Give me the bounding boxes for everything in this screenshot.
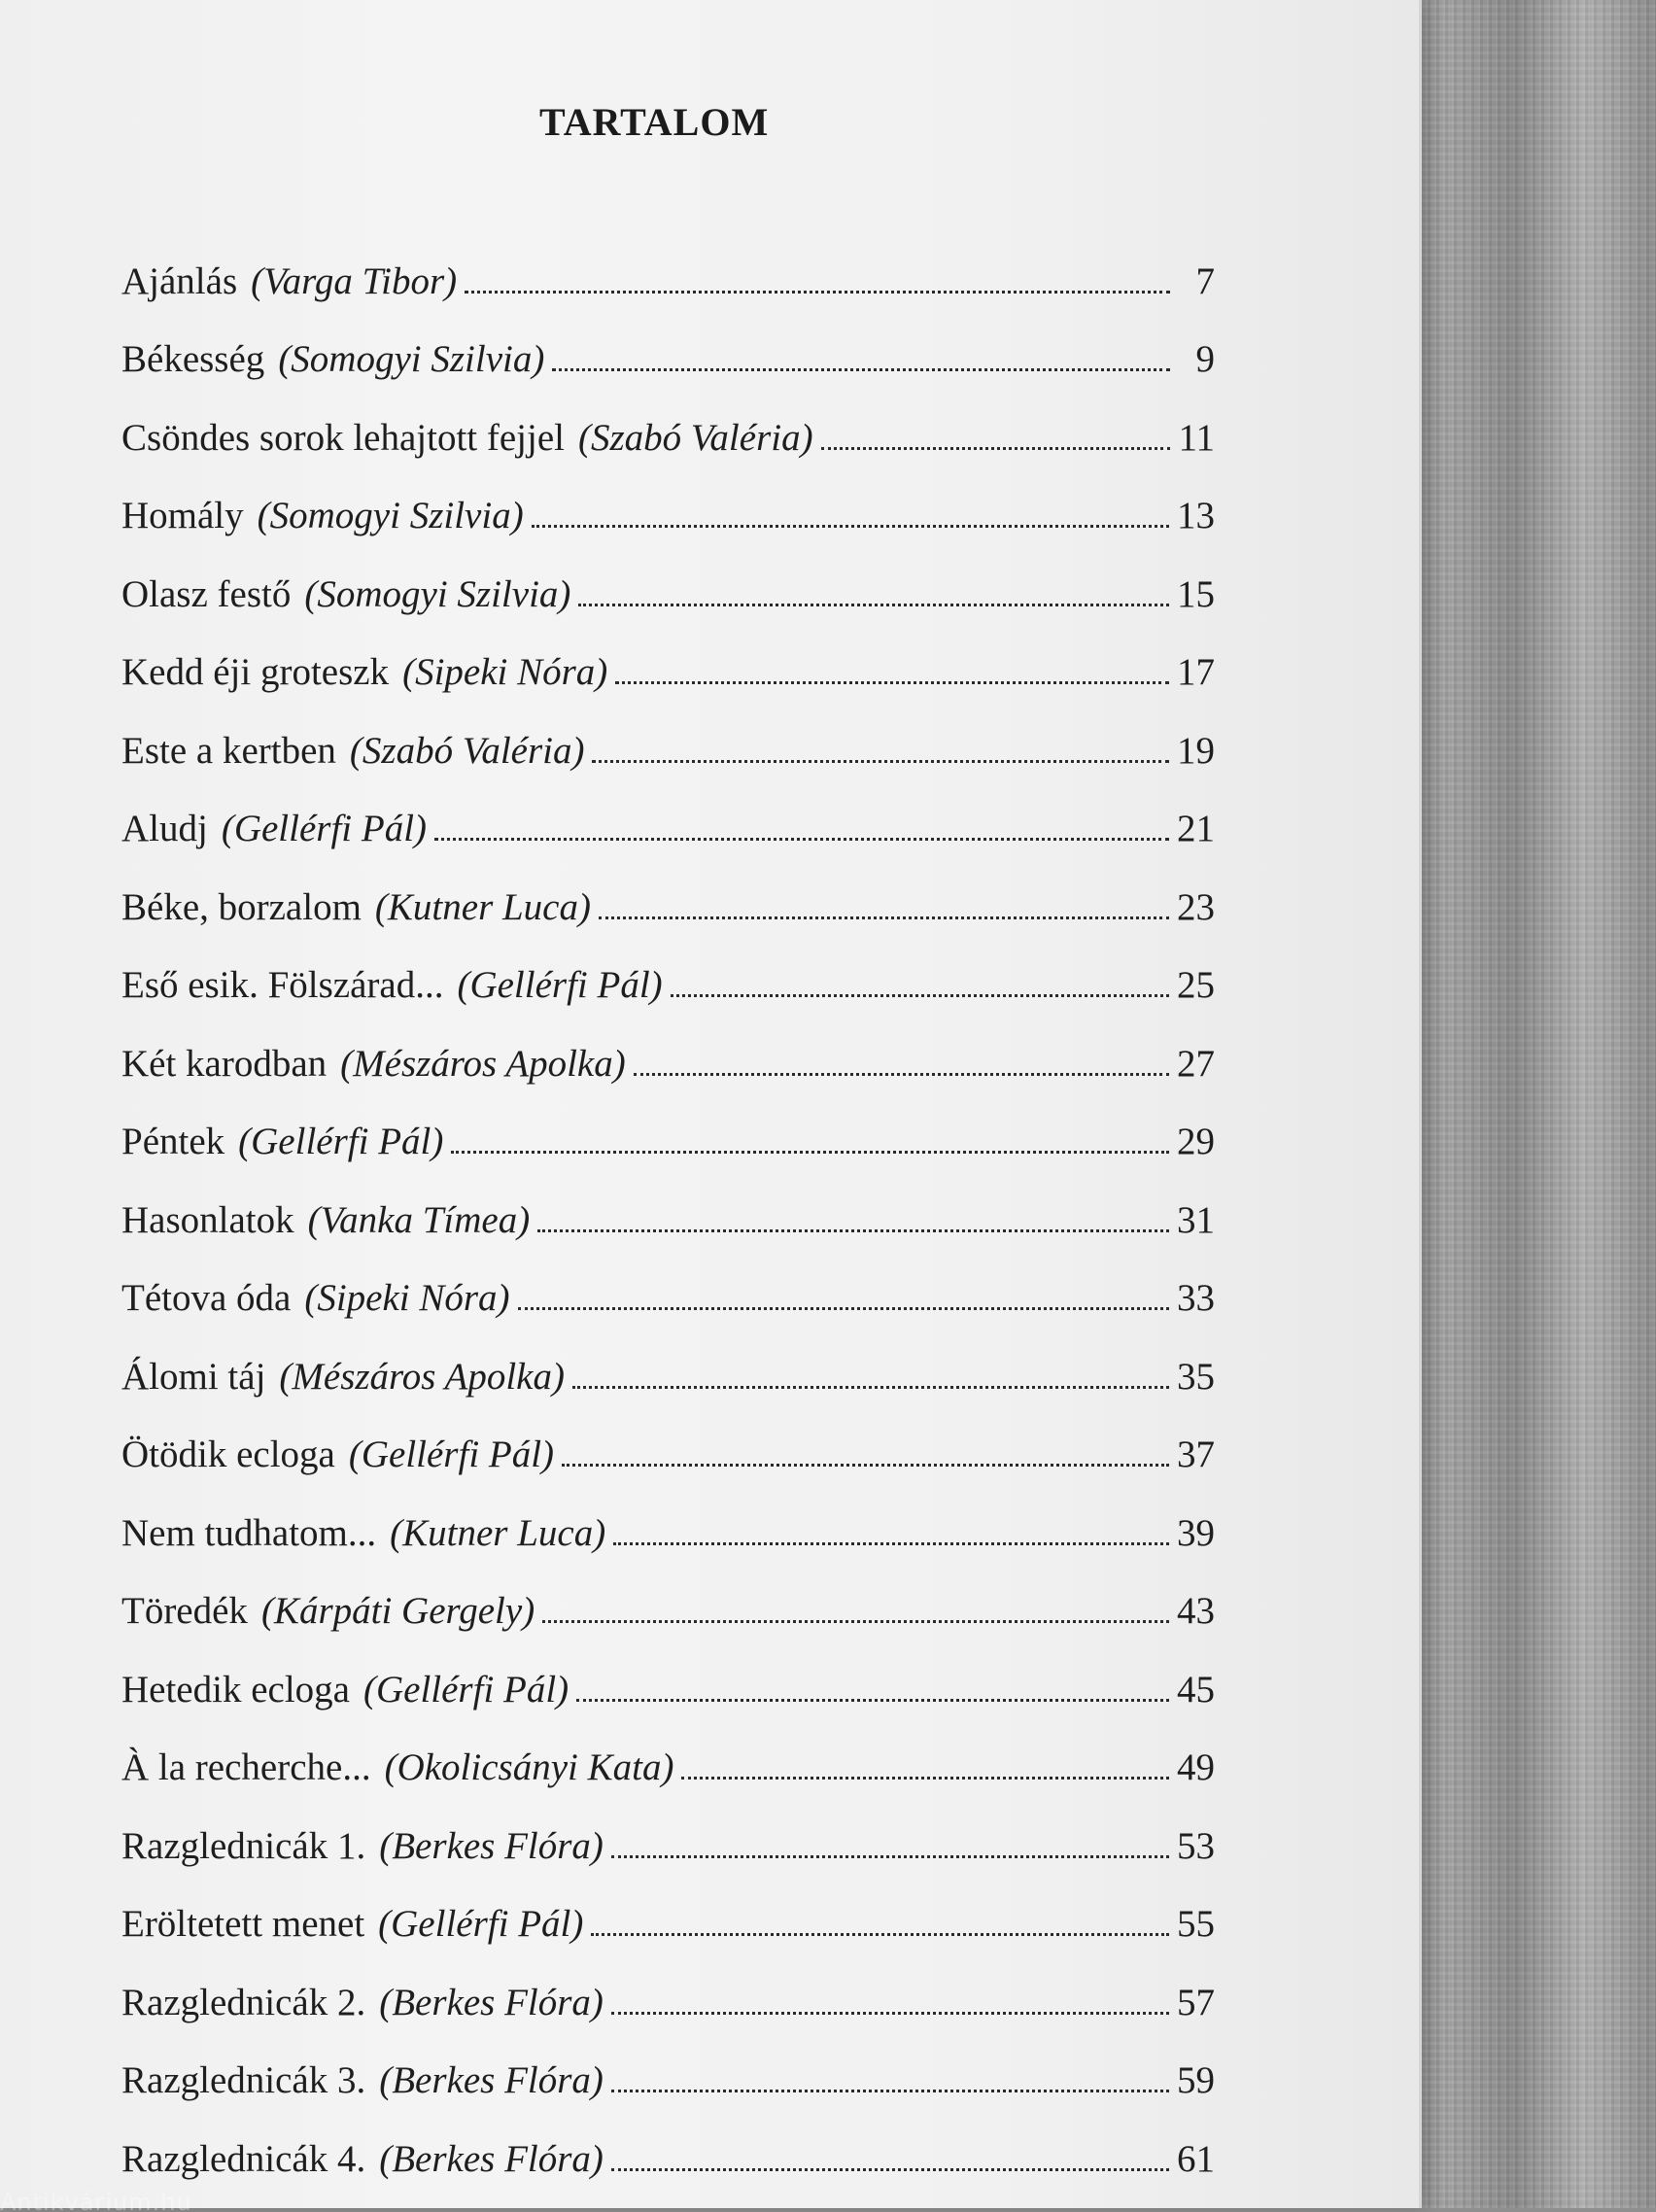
entry-page-number: 23 [1177,885,1215,928]
toc-entry [121,1239,1215,1318]
entry-page-number: 15 [1177,572,1215,615]
entry-author: (Gellérfi Pál) [378,1903,584,1945]
entry-title: Razglednicák 4. [121,2137,366,2180]
entry-page-number: 13 [1177,495,1215,536]
entry-title: Eröltetett menet [121,1903,365,1945]
entry-page-number: 55 [1177,1903,1215,1945]
dot-leader [434,838,1169,841]
dot-leader [681,1777,1169,1780]
entry-author: (Gellérfi Pál) [348,1434,555,1475]
entry-page-number: 21 [1177,808,1215,849]
entry-title: Eső esik. Fölszárad... [121,964,444,1006]
toc-entry [121,1709,1215,1787]
entry-page-number: 29 [1177,1121,1215,1162]
entry-page-number: 49 [1177,1746,1215,1788]
entry-title: Álomi táj [121,1355,266,1398]
entry-title: Ajánlás [121,259,238,302]
entry-author: (Sipeki Nóra) [402,651,608,693]
entry-author: (Gellérfi Pál) [457,964,663,1006]
entry-title: Razglednicák 1. [121,1824,366,1867]
toc-entry [121,847,1215,926]
dot-leader [611,2168,1169,2171]
entry-page-number: 57 [1177,1981,1215,2023]
textured-background [1399,0,1656,2208]
entry-title: Hasonlatok [121,1198,294,1241]
toc-entry [121,1396,1215,1474]
entry-author: (Mészáros Apolka) [279,1355,565,1398]
entry-author: (Kutner Luca) [390,1511,606,1554]
toc-entry [121,1630,1215,1709]
watermark: Antikvárium.hu [0,2189,192,2212]
toc-entry [121,1004,1215,1083]
toc-entry [121,1943,1215,2022]
toc-entry [121,691,1215,770]
entry-title: Este a kertben [121,729,336,772]
dot-leader [599,916,1169,919]
entry-author: (Gellérfi Pál) [238,1121,444,1162]
entry-author: (Berkes Flóra) [379,1981,604,2023]
dot-leader [532,525,1169,528]
entry-page-number: 43 [1177,1590,1215,1632]
toc-entry [121,1552,1215,1631]
dot-leader [552,368,1170,371]
toc-entry [121,1317,1215,1396]
toc-entry [121,300,1215,379]
toc-entry [121,926,1215,1005]
entry-title: Aludj [121,808,208,849]
entry-author: (Szabó Valéria) [349,729,585,772]
dot-leader [613,1542,1169,1545]
entry-title: Ötödik ecloga [121,1434,335,1475]
entry-title: Töredék [121,1590,248,1632]
entry-author: (Vanka Tímea) [307,1198,531,1241]
dot-leader [518,1307,1169,1310]
entry-title: À la recherche... [121,1746,371,1788]
entry-author: (Berkes Flóra) [379,2059,604,2101]
toc-entry [121,2099,1215,2178]
page-edge [1419,0,1422,2208]
toc-entry [121,222,1215,300]
dot-leader [542,1620,1169,1623]
entry-author: (Somogyi Szilvia) [304,572,571,615]
dot-leader [634,1073,1169,1076]
entry-author: (Gellérfi Pál) [362,1668,569,1711]
entry-page-number: 7 [1195,259,1215,302]
table-of-contents [121,222,1215,2178]
entry-title: Béke, borzalom [121,885,362,928]
entry-title: Razglednicák 3. [121,2059,366,2101]
entry-page-number: 25 [1177,964,1215,1006]
entry-author: (Somogyi Szilvia) [257,495,524,536]
entry-author: (Kutner Luca) [374,885,591,928]
dot-leader [611,1855,1169,1858]
entry-title: Békesség [121,338,265,380]
entry-title: Razglednicák 2. [121,1981,366,2023]
entry-title: Olasz festő [121,572,292,615]
toc-entry [121,1865,1215,1944]
entry-author: (Sipeki Nóra) [304,1277,510,1319]
dot-leader [576,1699,1169,1702]
dot-leader [537,1229,1169,1232]
entry-page-number: 17 [1177,651,1215,693]
entry-author: (Berkes Flóra) [379,2137,604,2180]
entry-title: Nem tudhatom... [121,1511,377,1554]
toc-entry [121,1473,1215,1552]
entry-author: (Szabó Valéria) [578,416,813,459]
dot-leader [615,681,1169,684]
entry-page-number: 39 [1177,1511,1215,1554]
dot-leader [591,1933,1169,1936]
entry-author: (Gellérfi Pál) [221,808,428,849]
entry-title: Kedd éji groteszk [121,651,390,693]
entry-page-number: 33 [1177,1277,1215,1319]
entry-page-number: 53 [1177,1824,1215,1867]
dot-leader [465,291,1170,294]
entry-page-number: 27 [1177,1042,1215,1085]
entry-author: (Mészáros Apolka) [340,1042,626,1085]
entry-title: Homály [121,495,244,536]
entry-title: Tétova óda [121,1277,292,1319]
dot-leader [592,760,1169,763]
dot-leader [562,1464,1169,1467]
dot-leader [611,2090,1169,2092]
entry-author: (Varga Tibor) [251,259,458,302]
entry-author: (Somogyi Szilvia) [278,338,545,380]
dot-leader [821,447,1170,450]
toc-entry [121,457,1215,536]
entry-title: Hetedik ecloga [121,1668,350,1711]
entry-page-number: 11 [1178,416,1215,459]
toc-entry [121,535,1215,613]
toc-entry [121,1786,1215,1865]
entry-page-number: 35 [1177,1355,1215,1398]
entry-page-number: 19 [1177,729,1215,772]
entry-author: (Okolicsányi Kata) [384,1746,674,1788]
entry-title: Két karodban [121,1042,328,1085]
dot-leader [611,2012,1169,2015]
toc-entry [121,1083,1215,1161]
dot-leader [572,1386,1169,1389]
page-title: TARTALOM [539,100,770,144]
toc-entry [121,770,1215,848]
toc-entry [121,378,1215,457]
entry-title: Csöndes sorok lehajtott fejjel [121,416,566,459]
toc-entry [121,613,1215,692]
toc-entry [121,1160,1215,1239]
entry-author: (Kárpáti Gergely) [260,1590,535,1632]
entry-page-number: 31 [1177,1198,1215,1241]
entry-page-number: 37 [1177,1434,1215,1475]
dot-leader [451,1151,1169,1154]
entry-author: (Berkes Flóra) [379,1824,604,1867]
entry-page-number: 9 [1195,338,1215,380]
entry-page-number: 61 [1177,2137,1215,2180]
dot-leader [578,604,1169,606]
entry-title: Péntek [121,1121,225,1162]
entry-page-number: 59 [1177,2059,1215,2101]
dot-leader [671,994,1169,997]
entry-page-number: 45 [1177,1668,1215,1711]
toc-entry [121,2022,1215,2100]
